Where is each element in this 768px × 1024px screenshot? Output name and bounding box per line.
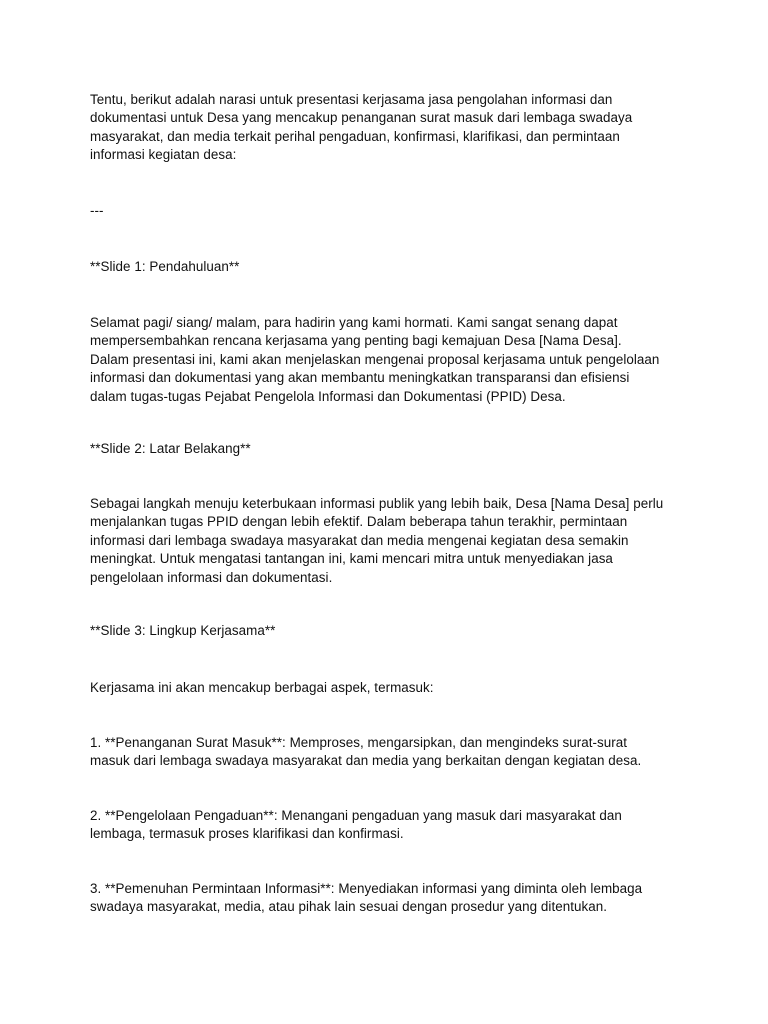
slide-1-paragraph: Selamat pagi/ siang/ malam, para hadirin yang kami hormati. Kami sangat senang dapat mempersembahkan rencana kerjasama yang penting bagi kemajuan Desa [Nama Desa]. Dalam presentasi ini, kami akan menjelaskan mengenai proposal kerjasama untuk pengelolaan informasi dan dokumentasi yang akan membantu meningkatkan transparansi dan efisiensi dalam tugas-tugas Pejabat Pengelola Informasi dan Dokumentasi (PPID) Desa. [90, 315, 660, 404]
slide-3-heading: **Slide 3: Lingkup Kerjasama** [90, 623, 276, 638]
slide-2-heading: **Slide 2: Latar Belakang** [90, 441, 251, 456]
list-item-2: 2. **Pengelolaan Pengaduan**: Menangani pengaduan yang masuk dari masyarakat dan lembaga, termasuk proses klarifikasi dan konfirmasi. [90, 808, 622, 842]
slide-1-heading: **Slide 1: Pendahuluan** [90, 259, 240, 274]
slide-3-intro: Kerjasama ini akan mencakup berbagai aspek, termasuk: [90, 680, 434, 695]
slide-2-paragraph: Sebagai langkah menuju keterbukaan informasi publik yang lebih baik, Desa [Nama Desa] perlu menjalankan tugas PPID dengan lebih efektif. Dalam beberapa tahun terakhir, permintaan informasi dari lembaga swadaya masyarakat dan media mengenai kegiatan desa semakin meningkat. Untuk mengatasi tantangan ini, kami mencari mitra untuk menyediakan jasa pengelolaan informasi dan dokumentasi. [90, 496, 664, 585]
list-item-3: 3. **Pemenuhan Permintaan Informasi**: Menyediakan informasi yang diminta oleh lembaga swadaya masyarakat, media, atau pihak lain sesuai dengan prosedur yang ditentukan. [90, 881, 643, 915]
intro-paragraph: Tentu, berikut adalah narasi untuk presentasi kerjasama jasa pengolahan informasi dan dokumentasi untuk Desa yang mencakup penanganan surat masuk dari lembaga swadaya masyarakat, dan media terkait perihal pengaduan, konfirmasi, klarifikasi, dan permintaan informasi kegiatan desa: [90, 92, 633, 163]
list-item-1: 1. **Penanganan Surat Masuk**: Memproses, mengarsipkan, dan mengindeks surat-surat masuk dari lembaga swadaya masyarakat dan media yang berkaitan dengan kegiatan desa. [90, 735, 642, 769]
separator-line: --- [90, 203, 104, 218]
